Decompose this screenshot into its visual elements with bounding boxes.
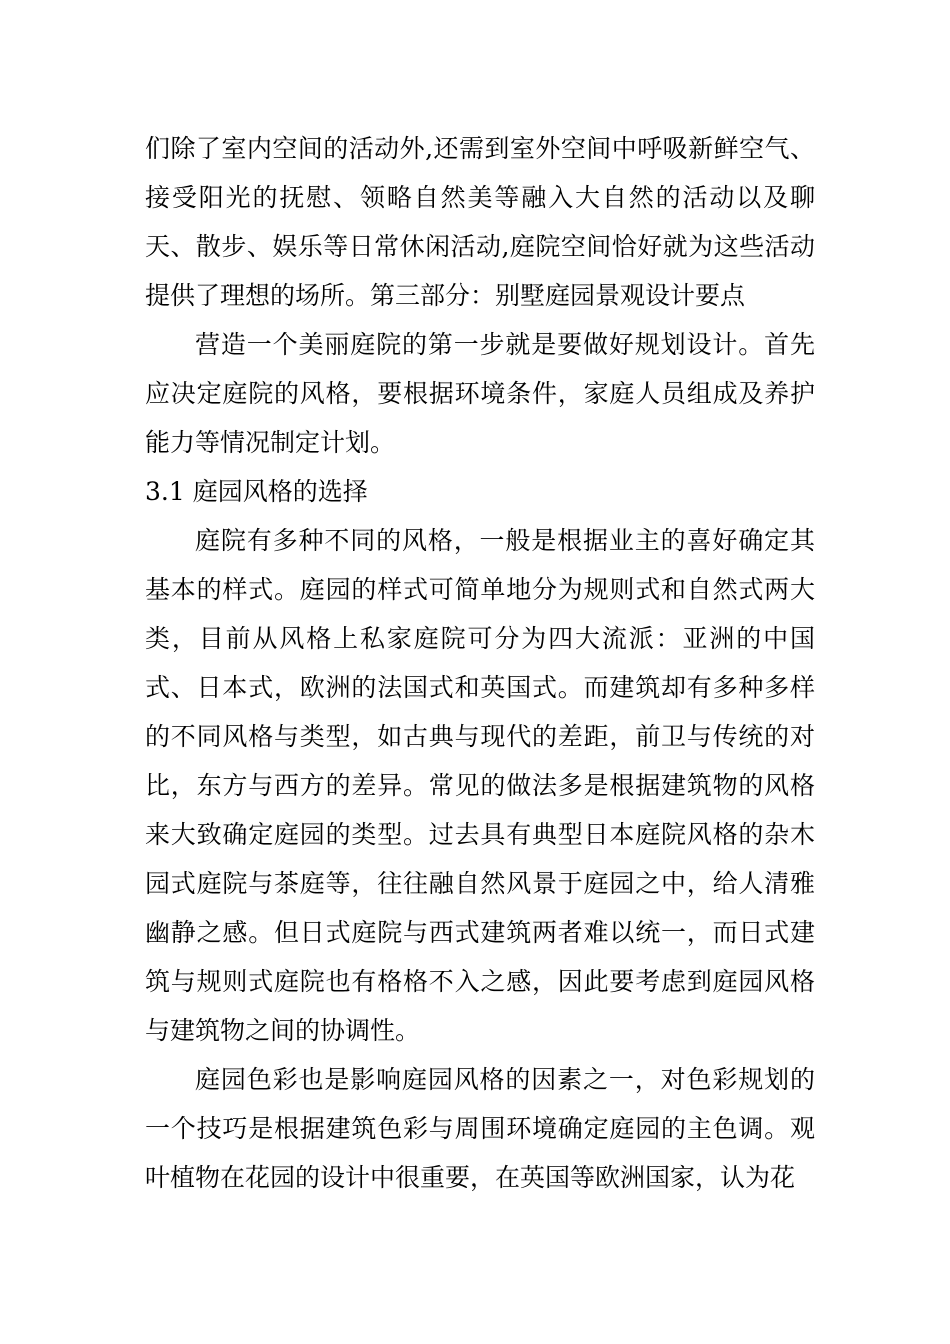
paragraph-garden-styles: 庭院有多种不同的风格，一般是根据业主的喜好确定其基本的样式。庭园的样式可简单地分为规则式和自然式两大类，目前从风格上私家庭院可分为四大流派：亚洲的中国式、日本式，欧洲的法国式和英国式。而建筑却有多种多样的不同风格与类型，如古典与现代的差距，前卫与传统的对比，东方与西方的差异。常见的做法多是根据建筑物的风格来大致确定庭园的类型。过去具有典型日本庭院风格的杂木园式庭院与茶庭等，往往融自然风景于庭园之中，给人清雅幽静之感。但日式庭院与西式建筑两者难以统一，而日式建筑与规则式庭院也有格格不入之感，因此要考虑到庭园风格与建筑物之间的协调性。	[145, 526, 815, 1045]
paragraph-planning: 营造一个美丽庭院的第一步就是要做好规划设计。首先应决定庭院的风格，要根据环境条件，家庭人员组成及养护能力等情况制定计划。	[145, 330, 815, 457]
section-heading: 3.1 庭园风格的选择	[145, 477, 368, 506]
paragraph-garden-colors: 庭园色彩也是影响庭园风格的因素之一，对色彩规划的一个技巧是根据建筑色彩与周围环境确定庭园的主色调。观叶植物在花园的设计中很重要，在英国等欧洲国家，认为花	[145, 1065, 815, 1192]
body-text	[145, 124, 815, 1202]
paragraph-continuation: 们除了室内空间的活动外,还需到室外空间中呼吸新鲜空气、接受阳光的抚慰、领略自然美等融入大自然的活动以及聊天、散步、娱乐等日常休闲活动,庭院空间恰好就为这些活动提供了理想的场所。第三部分：别墅庭园景观设计要点	[145, 134, 815, 310]
